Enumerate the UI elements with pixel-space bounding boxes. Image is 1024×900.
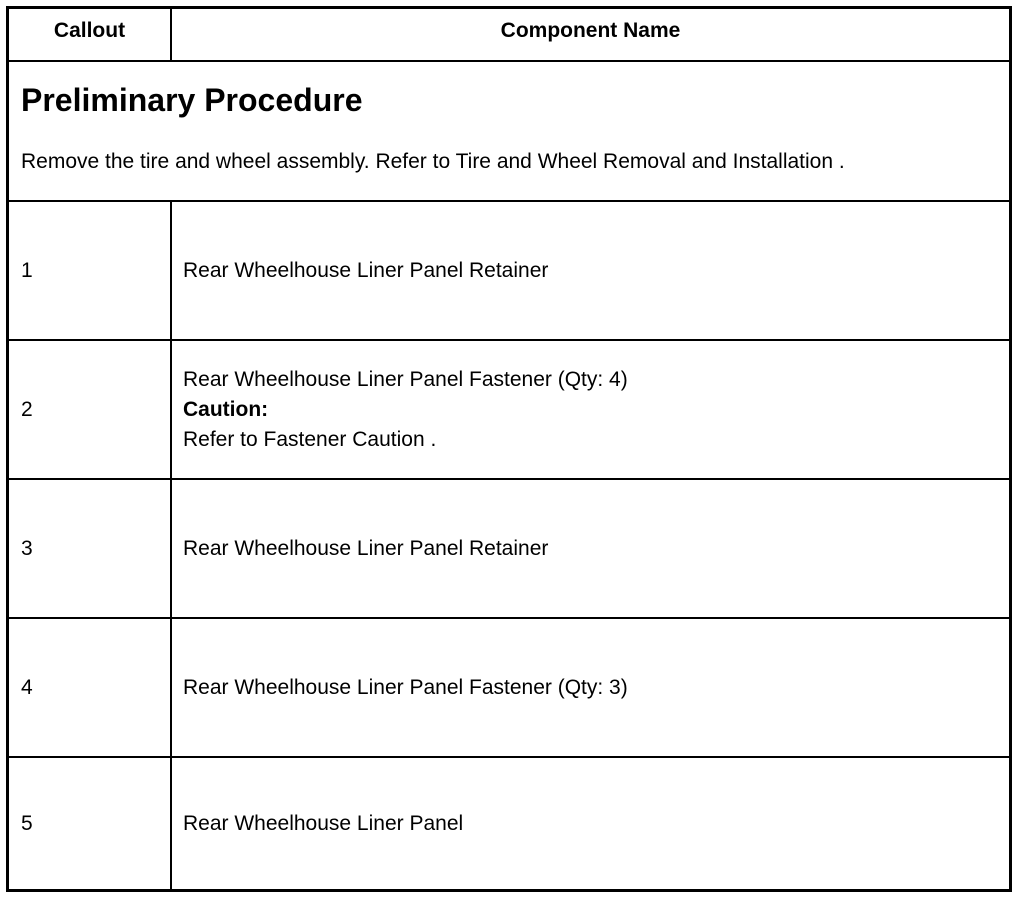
component-name-cell bbox=[183, 341, 999, 478]
preliminary-procedure-title: Preliminary Procedure bbox=[21, 82, 363, 118]
component-name: Rear Wheelhouse Liner Panel Fastener (Qty: 4) bbox=[183, 367, 628, 391]
table-row bbox=[9, 619, 1009, 758]
caution-label: Caution: bbox=[183, 397, 269, 421]
column-divider bbox=[170, 202, 172, 339]
callout-number: 5 bbox=[21, 811, 33, 835]
component-name: Rear Wheelhouse Liner Panel Retainer bbox=[183, 258, 549, 282]
column-divider bbox=[170, 619, 172, 756]
header-callout: Callout bbox=[53, 19, 126, 42]
component-name: Rear Wheelhouse Liner Panel Fastener (Qty: 3) bbox=[183, 675, 628, 699]
column-divider bbox=[170, 758, 172, 889]
callout-number: 1 bbox=[21, 258, 33, 282]
component-name-cell bbox=[183, 202, 999, 339]
preliminary-procedure-row bbox=[9, 62, 1009, 202]
component-name: Rear Wheelhouse Liner Panel Retainer bbox=[183, 536, 549, 560]
component-name-cell bbox=[183, 480, 999, 617]
column-divider bbox=[170, 480, 172, 617]
callout-number: 4 bbox=[21, 675, 33, 699]
table-header-row bbox=[9, 9, 1009, 62]
component-name-cell bbox=[183, 758, 999, 889]
table-row bbox=[9, 758, 1009, 889]
preliminary-procedure-text: Remove the tire and wheel assembly. Refer to Tire and Wheel Removal and Installation . bbox=[21, 150, 845, 173]
column-divider bbox=[170, 341, 172, 478]
caution-text: Refer to Fastener Caution . bbox=[183, 427, 437, 451]
component-name-cell bbox=[183, 619, 999, 756]
callout-number: 2 bbox=[21, 397, 33, 421]
table-row bbox=[9, 202, 1009, 341]
table-row bbox=[9, 480, 1009, 619]
header-component-name: Component Name bbox=[500, 19, 681, 42]
callout-number: 3 bbox=[21, 536, 33, 560]
table-row bbox=[9, 341, 1009, 480]
component-table bbox=[6, 6, 1012, 892]
component-name: Rear Wheelhouse Liner Panel bbox=[183, 811, 464, 835]
